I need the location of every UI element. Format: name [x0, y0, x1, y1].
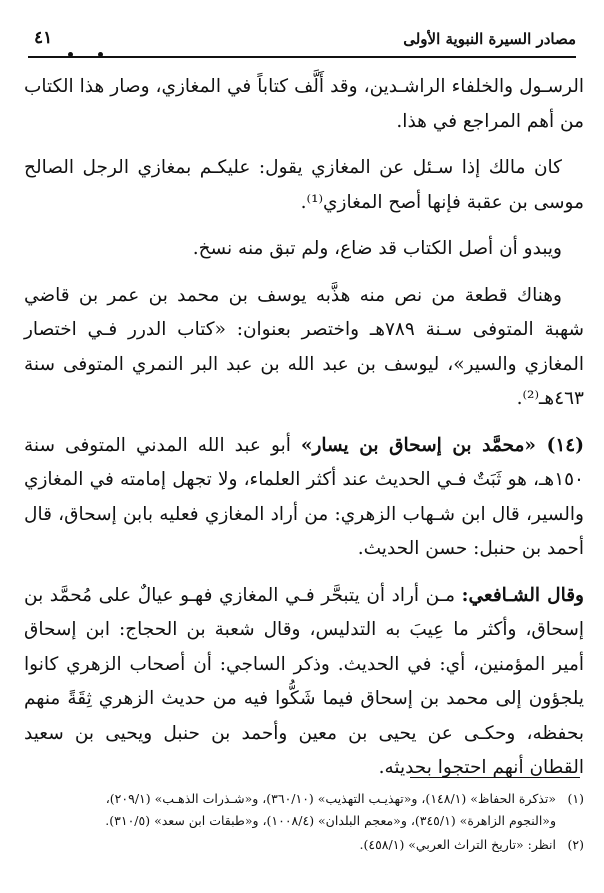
paragraph: كان مالك إذا سـئل عن المغازي يقول: عليكـم بمغازي الرجل الصالح موسى بن عقبة فإنها أصح المغازي⁽¹⁾. [24, 157, 584, 213]
footnote [24, 788, 584, 832]
footnote-text: و«النجوم الزاهرة» (٣٤٥/١)، و«معجم البلدان» (١٠٠٨/٤)، و«طبقات ابن سعد» (٣١٠/٥). [105, 813, 556, 828]
running-title: مصادر السيرة النبوية الأولى [403, 30, 576, 48]
paragraph: الرسـول والخلفاء الراشـدين، وقد أَلَّف كتاباً في المغازي، وصار هذا الكتاب من أهم المراجع في هذا. [24, 76, 584, 132]
entry-heading: (١٤) «محمَّد بن إسحاق بن يسار» [300, 434, 584, 456]
footnote-text: «تذكرة الحفاظ» (١٤٨/١)، و«تهذيـب التهذيب» (٣٦٠/١٠)، و«شـذرات الذهـب» (٢٠٩/١)، [105, 791, 556, 806]
paragraph: وقال الشـافعي: مـن أراد أن يتبحَّر فـي المغازي فهـو عيالٌ على مُحمَّد بن إسحاق، وأكثر ما عِيبَ به التدليس، وقال شعبة بن الحجاج: ابن إسحاق أمير المؤمنين، أي: في الحديث. وذكر الساجي: أن أصحاب الزهري كانوا يلجؤون إلى محمد بن إسحاق فيما شَكُّوا فيه من حديث الزهري ثِقَةً منهم بحفظه، وحكـى عن يحيى بن معين وأحمد بن حنبل ويحيى بن سعيد القطان أنهم احتجوا بحديثه. [24, 584, 584, 778]
paragraph: (١٤) «محمَّد بن إسحاق بن يسار» أبو عبد الله المدني المتوفى سنة ١٥٠هـ، هو ثَبَتٌ فـي الحديث عند أكثر العلماء، ولا تجهل إمامته في المغازي والسير، قال ابن شـهاب الزهري: من أراد المغازي فعليه بابن إسحاق، قال أحمد بن حنبل: حسن الحديث. [24, 434, 584, 559]
main-text [24, 70, 584, 798]
footnotes [24, 788, 584, 858]
paragraph: وهناك قطعة من نص منه هذَّبه يوسف بن محمد بن عمر بن قاضي شهبة المتوفى سـنة ٧٨٩هـ واختصر بعنوان: «كتاب الدرر فـي اختصار المغازي والسير»، ليوسف بن عبد الله بن عبد البر النمري المتوفى سنة ٤٦٣هـ⁽²⁾. [24, 284, 585, 409]
footnote-number: (٢) [567, 837, 584, 852]
header-ornament-dot [68, 52, 73, 57]
footnote-text: انظر: «تاريخ التراث العربي» (٤٥٨/١). [359, 837, 556, 852]
header-rule [28, 56, 576, 58]
page-header [28, 22, 576, 62]
header-ornament-dot [98, 52, 103, 57]
footnote-number: (١) [567, 791, 584, 806]
page-number: ٤١ [34, 28, 53, 48]
footnote-separator [410, 777, 580, 778]
paragraph: ويبدو أن أصل الكتاب قد ضاع، ولم تبق منه نسخ. [192, 238, 562, 259]
entry-heading: وقال الشـافعي: [461, 584, 584, 606]
footnote [24, 834, 584, 856]
